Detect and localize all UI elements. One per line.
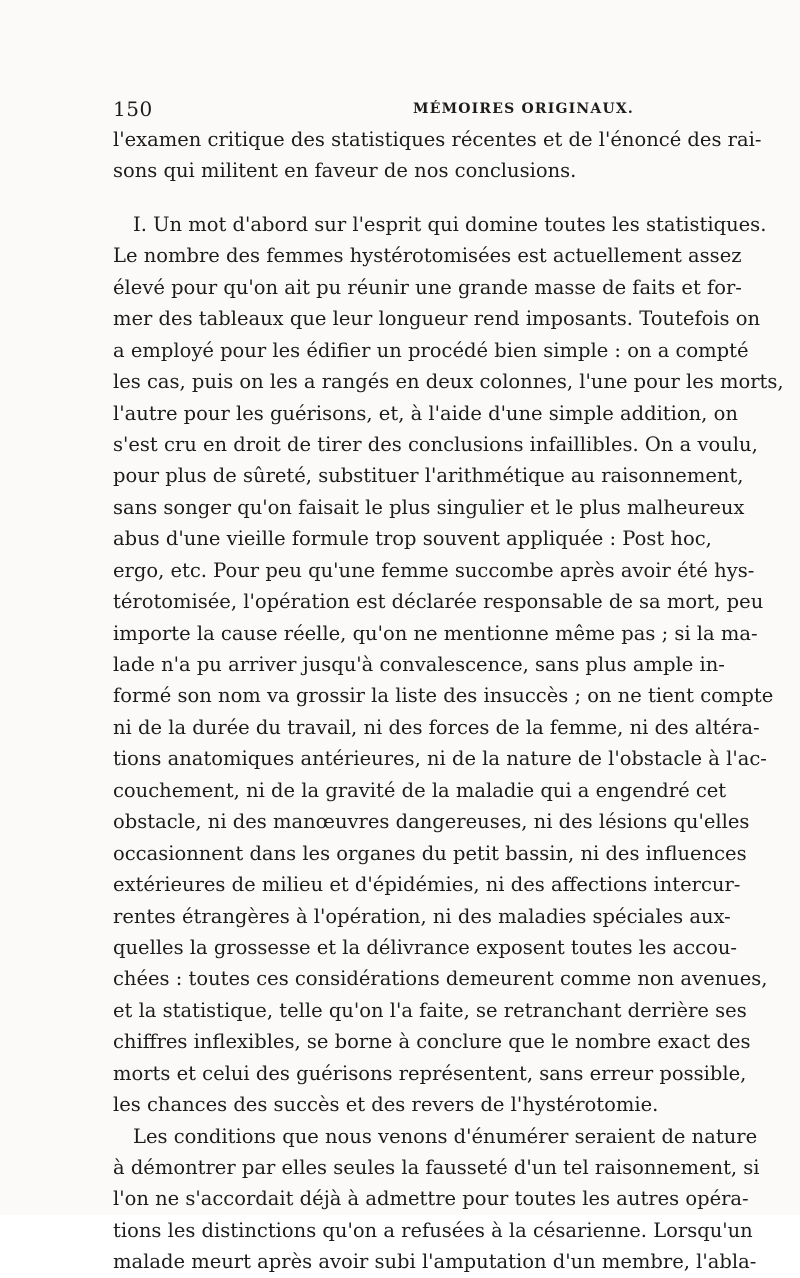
running-title: MÉMOIRES ORIGINAUX. <box>413 101 634 117</box>
text-line: s'est cru en droit de tirer des conclusions infaillibles. On a voulu, <box>113 432 758 456</box>
text-line: à démontrer par elles seules la fausseté d'un tel raisonnement, si <box>113 1156 760 1179</box>
text-line: lade n'a pu arriver jusqu'à convalescence, sans plus ample in- <box>113 653 725 676</box>
page-number: 150 <box>113 97 153 121</box>
text-line: I. Un mot d'abord sur l'esprit qui domine toutes les statistiques. <box>133 212 767 236</box>
text-line: sons qui militent en faveur de nos conclusions. <box>113 159 577 183</box>
text-line: élevé pour qu'on ait pu réunir une grande masse de faits et for- <box>113 275 742 299</box>
running-head <box>113 97 688 121</box>
text-line: tions les distinctions qu'on a refusées à la césarienne. Lorsqu'un <box>113 1218 753 1242</box>
paragraph-statistics <box>113 209 784 1121</box>
paragraph-gap <box>113 187 688 209</box>
text-line: rentes étrangères à l'opération, ni des maladies spéciales aux- <box>113 904 731 928</box>
text-line: pour plus de sûreté, substituer l'arithmétique au raisonnement, <box>113 464 744 488</box>
body-text <box>113 124 784 1278</box>
text-line: tions anatomiques antérieures, ni de la nature de l'obstacle à l'ac- <box>113 747 767 771</box>
text-line: formé son nom va grossir la liste des insuccès ; on ne tient compte <box>113 684 774 708</box>
text-line: malade meurt après avoir subi l'amputation d'un membre, l'abla- <box>113 1250 757 1274</box>
text-line: térotomisée, l'opération est déclarée responsable de sa mort, peu <box>113 590 764 614</box>
text-line: Les conditions que nous venons d'énumérer seraient de nature <box>133 1124 758 1148</box>
text-line: l'examen critique des statistiques récentes et de l'énoncé des rai- <box>113 128 762 151</box>
text-line: occasionnent dans les organes du petit bassin, ni des influences <box>113 841 747 865</box>
text-line: importe la cause réelle, qu'on ne mentionne même pas ; si la ma- <box>113 621 758 645</box>
text-line: l'on ne s'accordait déjà à admettre pour toutes les autres opéra- <box>113 1187 749 1211</box>
text-line: l'autre pour les guérisons, et, à l'aide d'une simple addition, on <box>113 401 738 425</box>
text-line: les chances des succès et des revers de l'hystérotomie. <box>113 1093 659 1117</box>
text-line: abus d'une vieille formule trop souvent appliquée : Post hoc, <box>113 527 712 551</box>
text-line: ergo, etc. Pour peu qu'une femme succombe après avoir été hys- <box>113 558 755 582</box>
text-line: les cas, puis on les a rangés en deux colonnes, l'une pour les morts, <box>113 370 784 394</box>
text-line: sans songer qu'on faisait le plus singulier et le plus malheureux <box>113 495 745 519</box>
text-line: mer des tableaux que leur longueur rend imposants. Toutefois on <box>113 307 761 331</box>
text-line: chées : toutes ces considérations demeurent comme non avenues, <box>113 967 768 991</box>
paragraph-conditions <box>113 1121 760 1278</box>
text-line: ni de la durée du travail, ni des forces de la femme, ni des altéra- <box>113 715 760 739</box>
text-line: a employé pour les édifier un procédé bien simple : on a compté <box>113 338 749 362</box>
text-line: chiffres inflexibles, se borne à conclure que le nombre exact des <box>113 1030 751 1054</box>
text-line: obstacle, ni des manœuvres dangereuses, ni des lésions qu'elles <box>113 810 750 834</box>
text-line: quelles la grossesse et la délivrance exposent toutes les accou- <box>113 935 737 959</box>
text-line: Le nombre des femmes hystérotomisées est actuellement assez <box>113 244 742 268</box>
text-line: extérieures de milieu et d'épidémies, ni des affections intercur- <box>113 873 741 897</box>
text-line: couchement, ni de la gravité de la maladie qui a engendré cet <box>113 778 727 802</box>
text-line: morts et celui des guérisons représentent, sans erreur possible, <box>113 1061 747 1085</box>
text-line: et la statistique, telle qu'on l'a faite, se retranchant derrière ses <box>113 998 747 1022</box>
paragraph-intro-continuation <box>113 124 762 187</box>
